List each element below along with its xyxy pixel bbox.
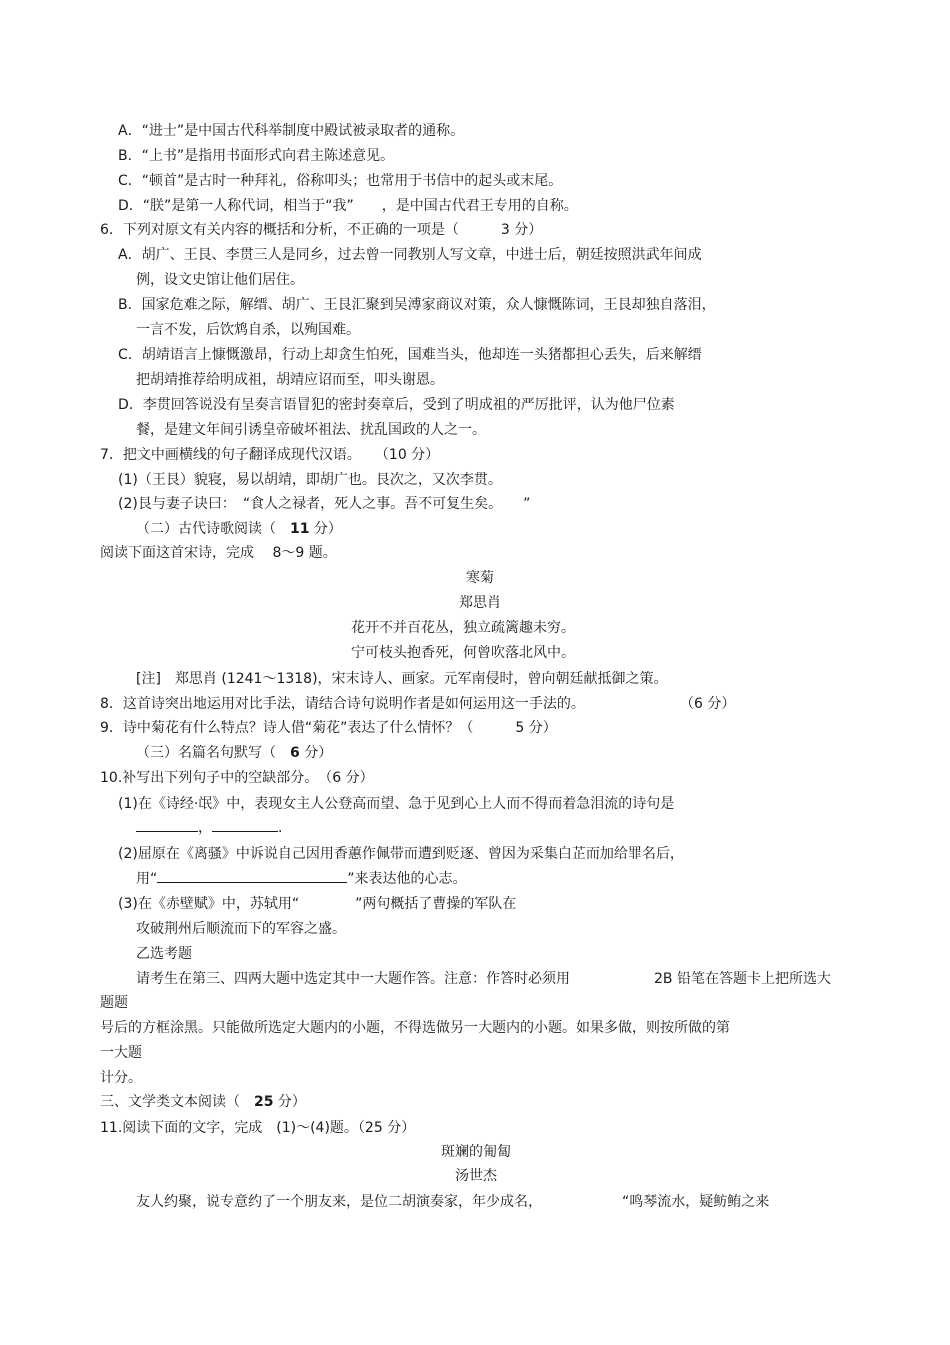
elective-instruction-line2: 题题 [100, 995, 128, 1011]
q10-stem: 10.补写出下列句子中的空缺部分。 （6 分） [100, 770, 374, 786]
essay-paragraph-1-right: “鸣琴流水，疑鲂鲔之来 [622, 1194, 770, 1210]
poem-line-2: 宁可枝头抱香死，何曾吹落北风中。 [351, 645, 575, 661]
essay-paragraph-1-left: 友人约聚，说专意约了一个朋友来，是位二胡演奏家，年少成名， [136, 1194, 542, 1210]
q6-option-a-line2: 例，设文史馆让他们居住。 [136, 272, 304, 288]
section3-heading: 三、文学类文本阅读（ 25 分） [100, 1094, 306, 1110]
elective-instruction-line5: 计分。 [100, 1070, 142, 1086]
q11-stem: 11.阅读下面的文字，完成 (1)～(4)题。（25 分） [100, 1120, 416, 1136]
answer-blank[interactable] [136, 818, 198, 832]
q10-sentence-1: (1)在《诗经·氓》中，表现女主人公登高而望、急于见到心上人而不得而着急泪流的诗句是 [118, 796, 675, 812]
q6-option-b-line2: 一言不发，后饮鸩自杀，以殉国难。 [136, 322, 360, 338]
elective-instruction-line1-right: 2B 铅笔在答题卡上把所选大 [654, 971, 831, 987]
poem-line-1: 花开不并百花丛，独立疏篱趣未穷。 [351, 620, 575, 636]
q10-sentence-3-line1: (3)在《赤壁赋》中，苏轼用“ ”两句概括了曹操的军队在 [118, 896, 517, 912]
elective-instruction-line1: 请考生在第三、四两大题中选定其中一大题作答。注意：作答时必须用 [136, 971, 570, 987]
q5-option-a: A．“进士”是中国古代科举制度中殿试被录取者的通称。 [118, 123, 465, 139]
poem-title: 寒菊 [466, 570, 494, 586]
q6-option-b-line1: B．国家危难之际，解缙、胡广、王艮汇聚到吴溥家商议对策，众人慷慨陈词，王艮却独自落泪， [118, 297, 716, 313]
q5-option-c: C．“顿首”是古时一种拜礼，俗称叩头；也常用于书信中的起头或末尾。 [118, 173, 563, 189]
q9-text: 9．诗中菊花有什么特点？诗人借“菊花”表达了什么情怀？（ 5 分） [100, 720, 557, 736]
q10-sentence-3-line2: 攻破荆州后顺流而下的军容之盛。 [136, 921, 346, 937]
poem-note: [注] 郑思肖 (1241～1318)，宋末诗人、画家。元军南侵时，曾向朝廷献抵御之策。 [136, 671, 668, 687]
elective-title: 乙选考题 [136, 946, 192, 962]
dictation-section-heading: （三）名篇名句默写（ 6 分） [136, 745, 333, 761]
q6-option-c-line2: 把胡靖推荐给明成祖，胡靖应诏而至，叩头谢恩。 [136, 372, 444, 388]
q10-sentence-1-blanks: ， . [136, 818, 282, 838]
essay-title: 斑斓的匍匐 [441, 1144, 511, 1160]
q10-sentence-2-line2: 用“ ”来表达他的心志。 [136, 871, 467, 887]
q6-option-d-line1: D．李贯回答说没有呈奏言语冒犯的密封奏章后，受到了明成祖的严厉批评，认为他尸位素 [118, 397, 675, 413]
poetry-instruction: 阅读下面这首宋诗，完成 8～9 题。 [100, 545, 337, 561]
essay-author: 汤世杰 [455, 1168, 497, 1184]
q8-score: （6 分） [680, 696, 736, 712]
q7-stem: 7．把文中画横线的句子翻译成现代汉语。 （10 分） [100, 447, 440, 463]
q6-option-d-line2: 餐，是建文年间引诱皇帝破坏祖法、扰乱国政的人之一。 [136, 422, 486, 438]
answer-blank[interactable] [157, 869, 347, 883]
poetry-section-heading: （二）古代诗歌阅读（ 11 分） [136, 521, 342, 537]
q7-sentence-1: (1)（王艮）貌寝，易以胡靖，即胡广也。艮次之，又次李贯。 [118, 472, 502, 488]
q7-sentence-2: (2)艮与妻子诀曰： “食人之禄者，死人之事。吾不可复生矣。 ” [118, 496, 531, 512]
poem-author: 郑思肖 [459, 595, 501, 611]
q10-sentence-2-line1: (2)屈原在《离骚》中诉说自己因用香蕙作佩带而遭到贬逐、曾因为采集白芷而加给罪名后， [118, 846, 684, 862]
q6-stem: 6．下列对原文有关内容的概括和分析，不正确的一项是（ 3 分） [100, 222, 543, 238]
q5-option-b: B．“上书”是指用书面形式向君主陈述意见。 [118, 148, 395, 164]
q8-text: 8．这首诗突出地运用对比手法，请结合诗句说明作者是如何运用这一手法的。 [100, 696, 585, 712]
q5-option-d: D．“朕”是第一人称代词，相当于“我” ，是中国古代君王专用的自称。 [118, 198, 578, 214]
elective-instruction-line4: 一大题 [100, 1045, 142, 1061]
answer-blank[interactable] [212, 818, 278, 832]
q6-option-c-line1: C．胡靖语言上慷慨激昂，行动上却贪生怕死，国难当头，他却连一头猪都担心丢失，后来解缙 [118, 347, 702, 363]
elective-instruction-line3: 号后的方框涂黑。只能做所选定大题内的小题，不得选做另一大题内的小题。如果多做，则按所做的第 [100, 1020, 730, 1036]
q6-option-a-line1: A．胡广、王艮、李贯三人是同乡，过去曾一同教别人写文章，中进士后，朝廷按照洪武年间成 [118, 247, 702, 263]
